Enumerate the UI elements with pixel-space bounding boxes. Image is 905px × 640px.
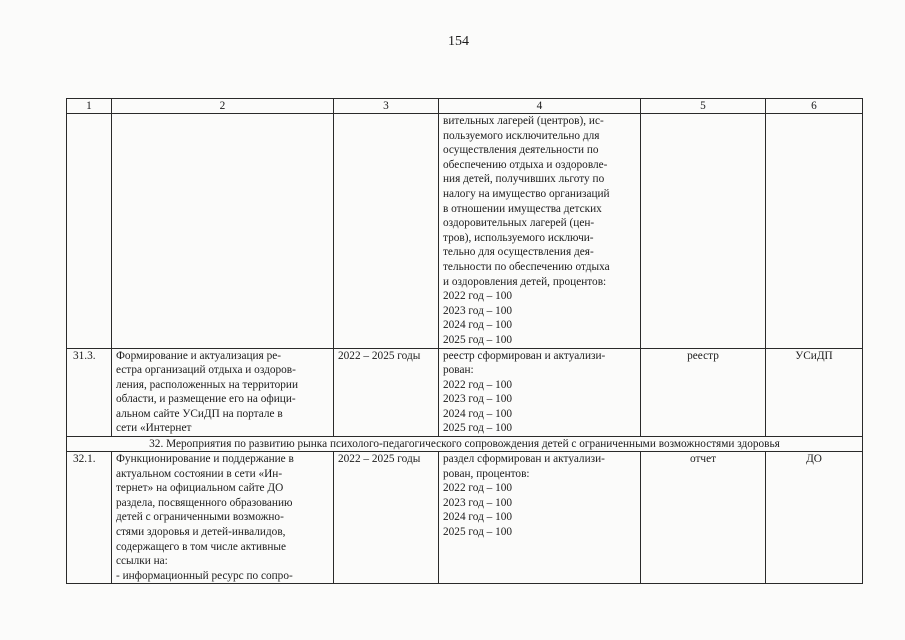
text-line: альном сайте УСиДП на портале в [116, 407, 283, 420]
cell-activity [112, 348, 334, 437]
text-line: 2023 год – 100 [443, 304, 513, 317]
text-line: сети «Интернет [116, 422, 192, 435]
cell-num [67, 114, 112, 349]
cell-activity [112, 114, 334, 349]
cell-indicator [439, 348, 641, 437]
cell-indicator [439, 114, 641, 349]
text-line: актуальном состоянии в сети «Ин- [116, 467, 283, 480]
cell-num: 32.1. [67, 452, 112, 584]
text-line: оздоровительных лагерей (цен- [443, 217, 595, 230]
text-line: содержащего в том числе активные [116, 540, 286, 553]
column-number-6: 6 [766, 99, 863, 114]
cell-period: 2022 – 2025 годы [334, 348, 439, 437]
text-line: Функционирование и поддержание в [116, 453, 294, 466]
cell-activity [112, 452, 334, 584]
section-title: 32. Мероприятия по развитию рынка психолого-педагогического сопровождения детей с ограниченными возможностями здоровья [67, 437, 863, 452]
cell-document [641, 114, 766, 349]
text-line: раздел сформирован и актуализи- [443, 453, 605, 466]
text-line: и оздоровления детей, процентов: [443, 275, 607, 288]
text-line: детей с ограниченными возможно- [116, 511, 284, 524]
text-line: тров), используемого исключи- [443, 231, 594, 244]
cell-responsible: УСиДП [766, 348, 863, 437]
cell-period: 2022 – 2025 годы [334, 452, 439, 584]
text-line: раздела, посвященного образованию [116, 496, 293, 509]
text-line: осуществления деятельности по [443, 144, 599, 157]
text-line: в отношении имущества детских [443, 202, 602, 215]
text-line: налогу на имущество организаций [443, 187, 610, 200]
cell-responsible [766, 114, 863, 349]
text-line: 2023 год – 100 [443, 393, 513, 406]
page-number: 154 [448, 34, 469, 49]
text-line: 2024 год – 100 [443, 407, 513, 420]
text-line: области, и размещение его на офици- [116, 393, 296, 406]
table-row-continuation [67, 114, 863, 349]
text-line: тельно для осуществления дея- [443, 246, 594, 259]
section-row-32 [67, 437, 863, 452]
text-line: пользуемого исключительно для [443, 129, 600, 142]
text-line: 2024 год – 100 [443, 319, 513, 332]
text-line: Формирование и актуализация ре- [116, 349, 281, 362]
column-number-header-row [67, 99, 863, 114]
text-line: 2025 год – 100 [443, 422, 513, 435]
text-line: реестр сформирован и актуализи- [443, 349, 606, 362]
text-line: ления, расположенных на территории [116, 378, 298, 391]
text-line: 2024 год – 100 [443, 511, 513, 524]
cell-indicator [439, 452, 641, 584]
text-line: 2023 год – 100 [443, 496, 513, 509]
text-line: ссылки на: [116, 555, 168, 568]
cell-document: отчет [641, 452, 766, 584]
text-line: ния детей, получивших льготу по [443, 173, 605, 186]
text-line: 2025 год – 100 [443, 333, 513, 346]
text-line: стями здоровья и детей-инвалидов, [116, 526, 286, 539]
column-number-3: 3 [334, 99, 439, 114]
text-line: 2022 год – 100 [443, 290, 513, 303]
cell-num: 31.3. [67, 348, 112, 437]
activities-table [66, 98, 863, 584]
text-line: - информационный ресурс по сопро- [116, 569, 293, 582]
column-number-4: 4 [439, 99, 641, 114]
table-row-32-1 [67, 452, 863, 584]
text-line: 2022 год – 100 [443, 482, 513, 495]
column-number-2: 2 [112, 99, 334, 114]
text-line: тернет» на официальном сайте ДО [116, 482, 284, 495]
cell-document: реестр [641, 348, 766, 437]
cell-period [334, 114, 439, 349]
cell-responsible: ДО [766, 452, 863, 584]
text-line: естра организаций отдыха и оздоров- [116, 364, 296, 377]
column-number-1: 1 [67, 99, 112, 114]
text-line: рован, процентов: [443, 467, 530, 480]
text-line: вительных лагерей (центров), ис- [443, 115, 604, 127]
column-number-5: 5 [641, 99, 766, 114]
table-row-31-3 [67, 348, 863, 437]
text-line: 2025 год – 100 [443, 526, 513, 539]
text-line: обеспечению отдыха и оздоровле- [443, 158, 608, 171]
text-line: тельности по обеспечению отдыха [443, 260, 610, 273]
text-line: 2022 год – 100 [443, 378, 513, 391]
text-line: рован: [443, 364, 474, 377]
